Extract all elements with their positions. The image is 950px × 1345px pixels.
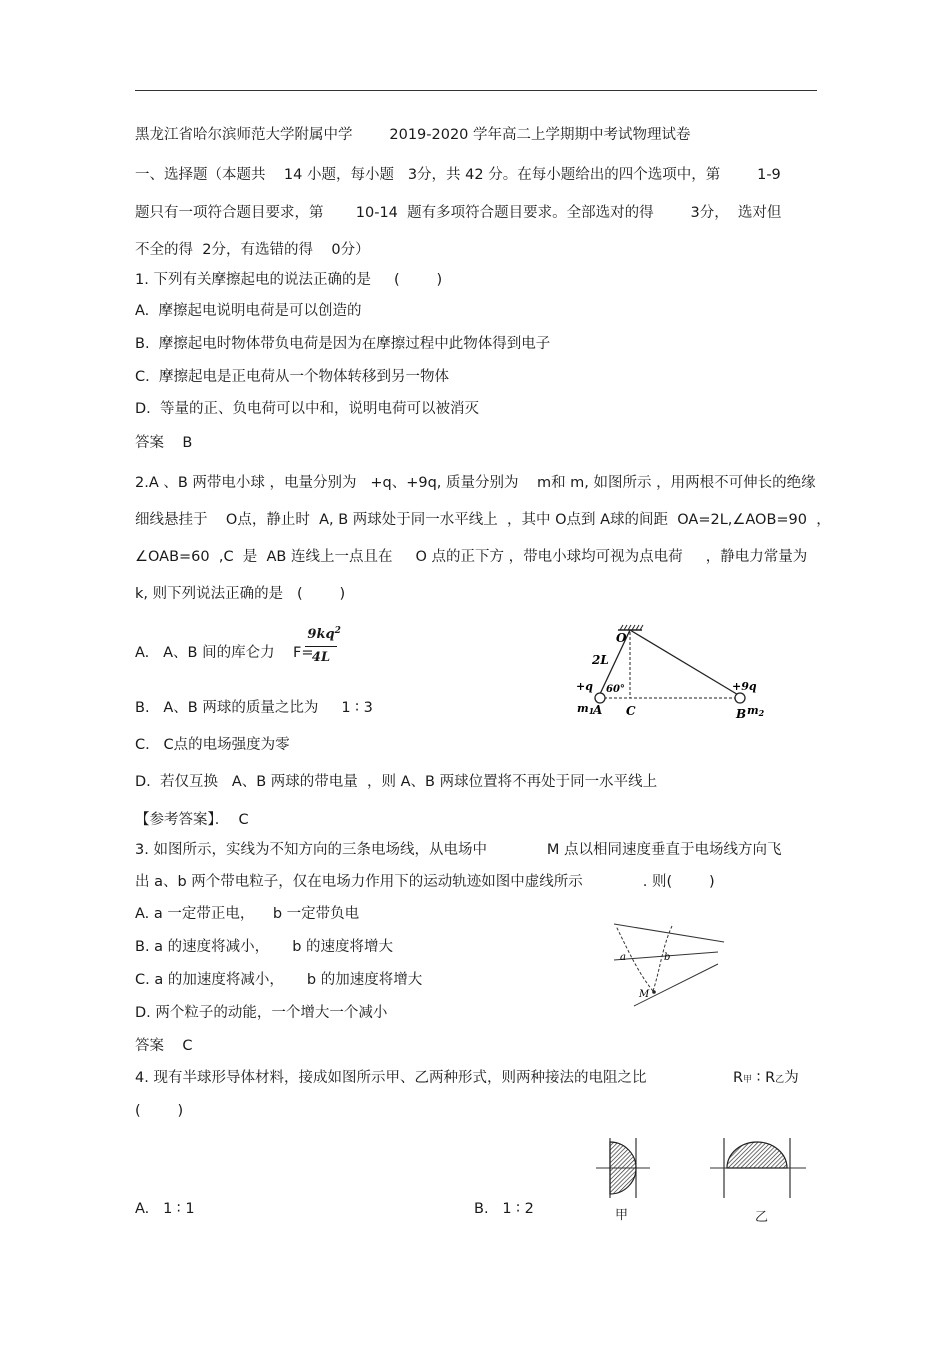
q3-option-d: D. 两个粒子的动能，一个增大一个减小 (135, 1005, 388, 1021)
fraction-numerator: 9kq (307, 627, 335, 642)
figure-yi (710, 1138, 806, 1198)
figure-label-yi: 乙 (755, 1210, 769, 1225)
section-instructions-line2: 题只有一项符合题目要求，第 10-14 题有多项符合题目要求。全部选对的得 3分， 选对但 (135, 205, 782, 221)
q1-option-a: A. 摩擦起电说明电荷是可以创造的 (135, 303, 362, 319)
q1-option-c: C. 摩擦起电是正电荷从一个物体转移到另一物体 (135, 369, 449, 385)
fraction-denominator: 4L (311, 650, 331, 665)
q2-option-d: D. 若仅互换 A、B 两球的带电量 ，则 A、B 两球位置将不再处于同一水平线上 (135, 774, 658, 790)
q2-option-a-text: A. A、B 间的库仑力 F= (135, 645, 314, 661)
q1-option-b: B. 摩擦起电时物体带负电荷是因为在摩擦过程中此物体得到电子 (135, 336, 551, 352)
section-instructions-line1: 一、选择题（本题共 14 小题，每小题 3分，共 42 分。在每小题给出的四个选项中，第 1-9 (135, 167, 781, 183)
label-2l: 2L (592, 653, 609, 667)
q3-answer: 答案 C (135, 1038, 193, 1054)
label-b: B (736, 707, 747, 721)
label-a: A (593, 703, 603, 717)
q4-stem-line2: ( ) (135, 1103, 184, 1119)
document-title: 黑龙江省哈尔滨师范大学附属中学 2019-2020 学年高二上学期期中考试物理试卷 (135, 127, 691, 143)
q4-ratio: R甲 ∶ R乙为 (733, 1070, 799, 1086)
q3-stem-line2: 出 a、b 两个带电粒子，仅在电场力作用下的运动轨迹如图中虚线所示 . 则( ) (135, 874, 715, 890)
point-m (652, 990, 656, 994)
label-60-degrees: 60° (606, 684, 625, 695)
q2-option-a-fraction (305, 626, 341, 667)
q1-stem: 1. 下列有关摩擦起电的说法正确的是 ( ) (135, 272, 443, 288)
q3-field-lines-figure (608, 918, 728, 1008)
q2-option-b: B. A、B 两球的质量之比为 1 ∶ 3 (135, 700, 373, 716)
label-m1: m1 (577, 702, 595, 716)
q4-option-a: A. 1 ∶ 1 (135, 1201, 195, 1217)
ball-a (595, 693, 605, 703)
q2-pendulum-figure (570, 622, 770, 722)
fraction-bar (305, 646, 337, 647)
q3-option-b: B. a 的速度将减小， b 的速度将增大 (135, 939, 394, 955)
fraction-exponent: 2 (334, 626, 341, 636)
ball-b (735, 693, 745, 703)
label-m2: m2 (747, 704, 765, 718)
q2-stem-line2: 细线悬挂于 O点，静止时 A, B 两球处于同一水平线上 ，其中 O点到 A球的间距 OA=2L,∠AOB=90 ， (135, 512, 831, 528)
q2-answer: 【参考答案】． C (135, 812, 249, 828)
label-m: M (639, 989, 650, 1000)
top-rule (135, 90, 817, 91)
q2-option-c: C. C点的电场强度为零 (135, 737, 290, 753)
thread-ob (630, 630, 740, 696)
label-b: b (664, 952, 671, 963)
label-plus-q: +q (576, 680, 593, 693)
q3-option-c: C. a 的加速度将减小， b 的加速度将增大 (135, 972, 423, 988)
q4-option-b: B. 1 ∶ 2 (474, 1201, 534, 1217)
label-a: a (620, 952, 626, 963)
q1-answer: 答案 B (135, 435, 193, 451)
q2-stem-line4: k, 则下列说法正确的是 ( ) (135, 586, 346, 602)
q2-stem-line3: ∠OAB=60 ,C 是 AB 连线上一点且在 O 点的正下方 ，带电小球均可视为点电荷 ，静电力常量为 (135, 549, 808, 565)
q3-option-a: A. a 一定带正电， b 一定带负电 (135, 906, 360, 922)
label-plus-9q: +9q (732, 680, 757, 693)
figure-label-jia: 甲 (615, 1208, 629, 1223)
label-o: O (616, 631, 627, 645)
label-c: C (626, 704, 636, 718)
q4-stem-line1: 4. 现有半球形导体材料，接成如图所示甲、乙两种形式，则两种接法的电阻之比 (135, 1070, 647, 1086)
q1-option-d: D. 等量的正、负电荷可以中和，说明电荷可以被消灭 (135, 401, 479, 417)
q3-stem-line1: 3. 如图所示，实线为不知方向的三条电场线，从电场中 M 点以相同速度垂直于电场线方向飞 (135, 842, 782, 858)
figure-jia (596, 1138, 650, 1198)
section-instructions-line3: 不全的得 2分，有选错的得 0分） (135, 242, 370, 258)
q2-stem-line1: 2.A 、B 两带电小球 ，电量分别为 +q、+9q, 质量分别为 m和 m, 如图所示 ，用两根不可伸长的绝缘 (135, 475, 816, 491)
